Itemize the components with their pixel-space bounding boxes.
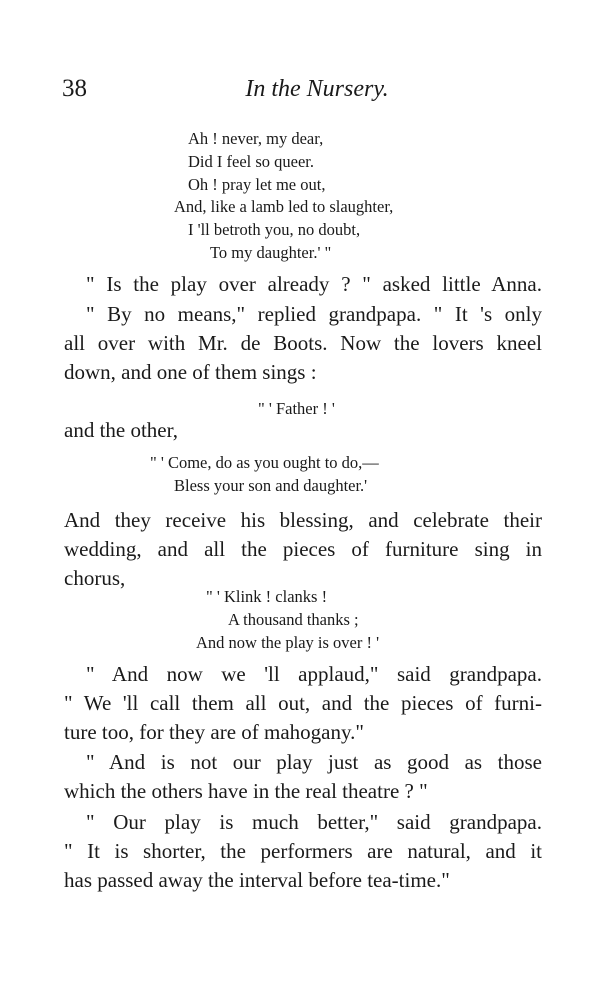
verse-line: Did I feel so queer.	[188, 151, 314, 171]
verse-block-3	[150, 452, 379, 498]
text-line: chorus,	[64, 566, 126, 590]
paragraph-7	[64, 808, 542, 895]
text-line: down, and one of them sings :	[64, 360, 317, 384]
verse-block-4	[196, 586, 379, 654]
paragraph-4	[64, 506, 542, 593]
text-line: " Our play is much better," said grandpapa.	[86, 810, 542, 834]
verse-line: And now the play is over ! '	[196, 632, 380, 652]
verse-block-1	[166, 128, 393, 265]
verse-line: " ' Father ! '	[258, 399, 335, 418]
text-line: " It is shorter, the performers are natural, and it	[64, 839, 542, 863]
text-line: which the others have in the real theatre ? "	[64, 779, 428, 803]
running-title: In the Nursery.	[245, 76, 389, 102]
page-number: 38	[62, 75, 87, 102]
text-line: And they receive his blessing, and celebrate their	[64, 508, 542, 532]
paragraph-1	[64, 270, 542, 299]
verse-line: I 'll betroth you, no doubt,	[188, 220, 361, 240]
verse-line: " ' Klink ! clanks !	[206, 587, 328, 606]
page-header	[62, 74, 542, 104]
verse-line: And, like a lamb led to slaughter,	[174, 197, 394, 217]
text-line: all over with Mr. de Boots. Now the lovers kneel	[64, 331, 542, 355]
paragraph-3	[64, 416, 542, 445]
verse-line: Oh ! pray let me out,	[188, 174, 326, 194]
text-line: " Is the play over already ? " asked little Anna.	[86, 272, 542, 296]
text-line: " And now we 'll applaud," said grandpapa.	[86, 662, 542, 686]
text-line: " By no means," replied grandpapa. " It 's only	[86, 302, 542, 326]
text-line: " And is not our play just as good as those	[86, 750, 542, 774]
text-line: wedding, and all the pieces of furniture sing in	[64, 537, 542, 561]
text-line: and the other,	[64, 418, 179, 442]
paragraph-5	[64, 660, 542, 747]
verse-line: To my daughter.' "	[210, 242, 332, 262]
verse-line: Bless your son and daughter.'	[174, 475, 368, 495]
text-line: has passed away the interval before tea-time."	[64, 868, 450, 892]
text-line: ture too, for they are of mahogany."	[64, 720, 364, 744]
text-line: " We 'll call them all out, and the pieces of furni-	[64, 691, 542, 715]
paragraph-2	[64, 300, 542, 387]
verse-line: Ah ! never, my dear,	[188, 129, 324, 148]
verse-line: " ' Come, do as you ought to do,—	[150, 453, 379, 472]
paragraph-6	[64, 748, 542, 806]
verse-line: A thousand thanks ;	[228, 609, 359, 629]
